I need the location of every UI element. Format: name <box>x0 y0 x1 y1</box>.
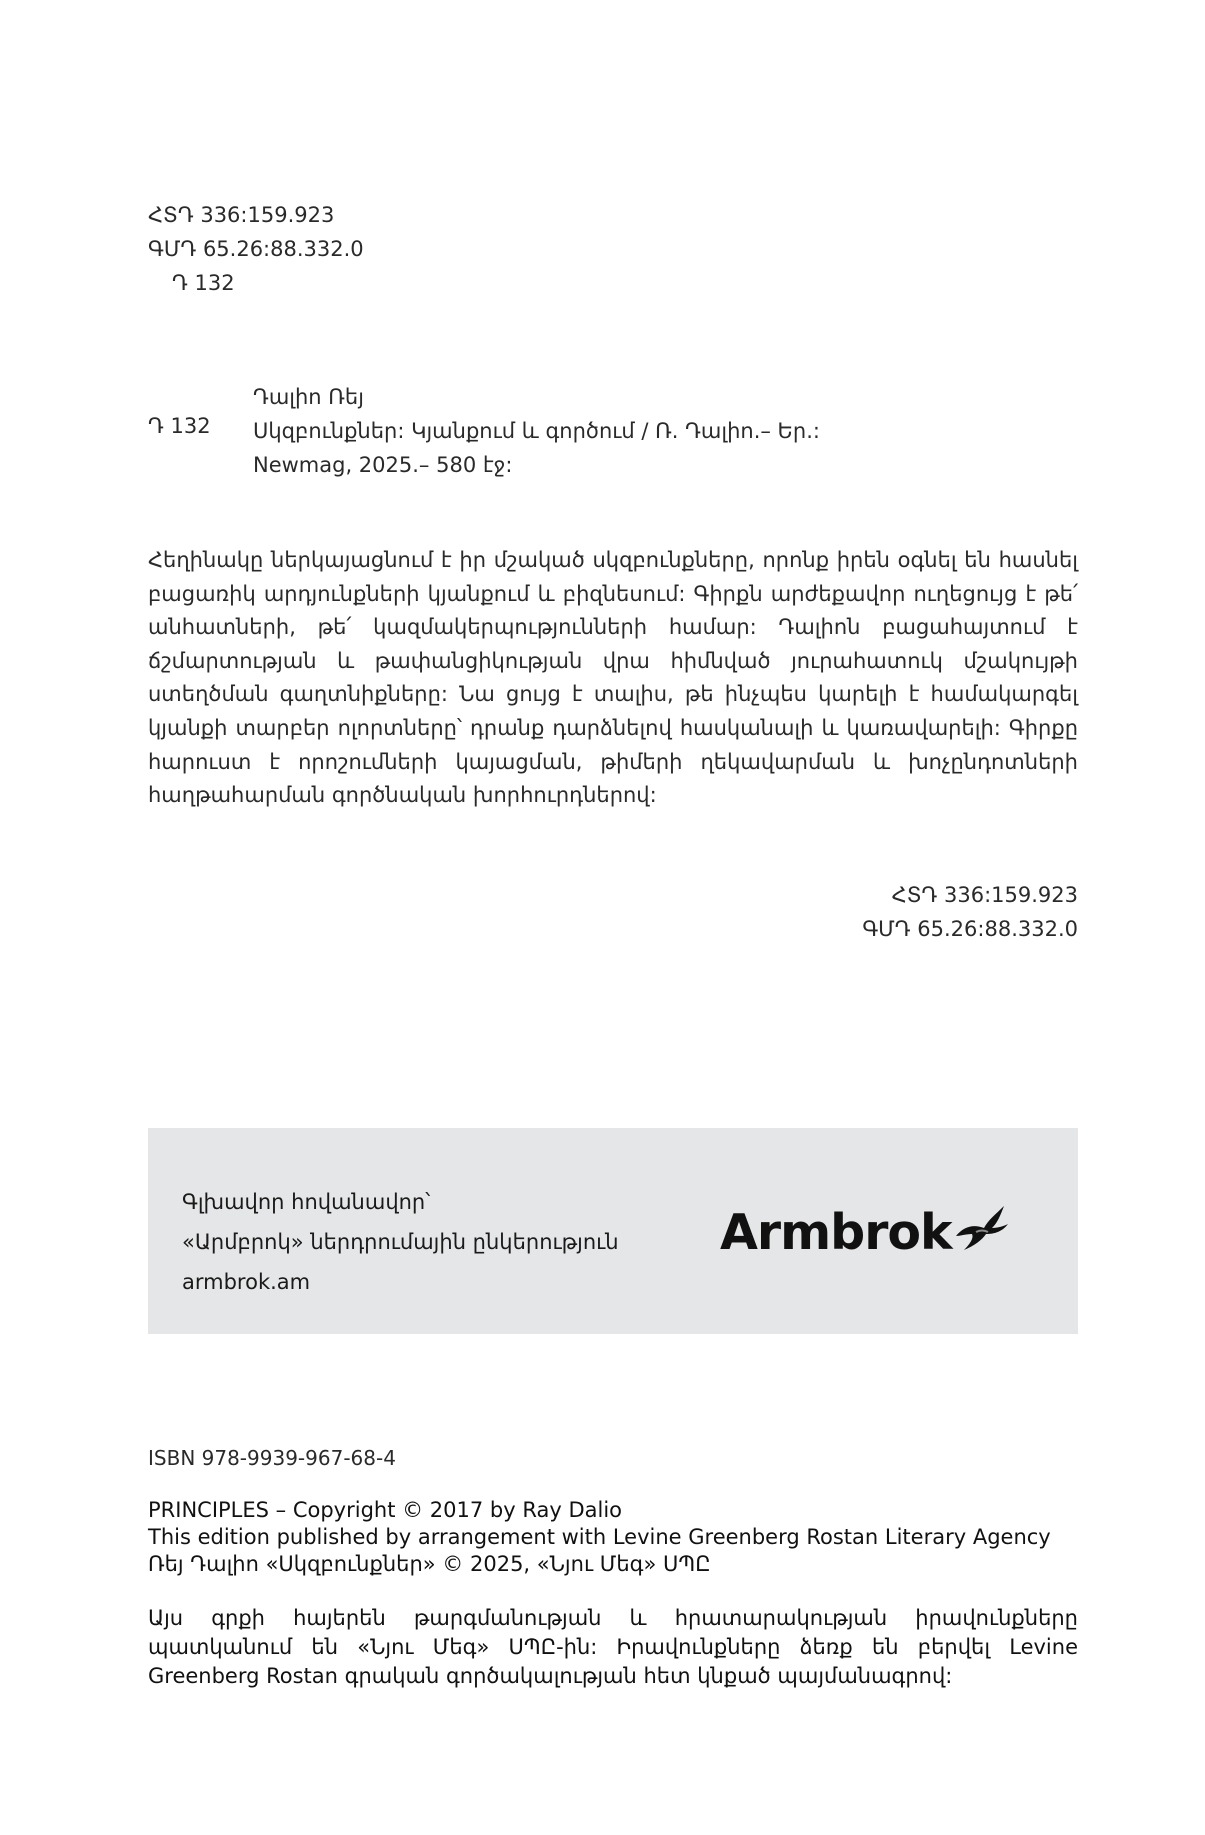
copyright-original: PRINCIPLES – Copyright © 2017 by Ray Dalio <box>148 1498 622 1522</box>
classification-repeat <box>862 878 1078 946</box>
isbn: ISBN 978-9939-967-68-4 <box>148 1446 396 1470</box>
logo-wordmark: Armbrok <box>720 1204 952 1261</box>
bull-icon <box>954 1202 1010 1258</box>
sponsor-website: armbrok.am <box>182 1270 311 1294</box>
abstract-text: Հեղինակը ներկայացնում է իր մշակած սկզբունքները, որոնք իրեն օգնել են հասնել բացառիկ արդյունքների կյանքում և բիզնեսում: Գիրքն արժեքավոր ուղեցույց է թե՛ անհատների, թե՛ կազմակերպությունների համար: Դալիոն բացահայտում է ճշմարտության և թափանցիկության վրա հիմնված յուրահատուկ մշակույթի ստեղծման գաղտնիքները: Նա ցույց է տալիս, թե ինչպես կարելի է համակարգել կյանքի տարբեր ոլորտները՝ դրանք դարձնելով հասկանալի և կառավարելի: Գիրքը հարուստ է որոշումների կայացման, թիմերի ղեկավարման և խոչընդոտների հաղթահարման գործնական խորհուրդներով: <box>148 548 1078 808</box>
catalog-imprint: Newmag, 2025.– 580 էջ: <box>253 453 513 477</box>
rights-notice-text: Այս գրքի հայերեն թարգմանության և հրատարակության իրավունքները պատկանում են «Նյու Մեգ» ՍՊԸ-ին: Իրավունքները ձեռք են բերվել Levine Greenberg Rostan գրական գործակալության հետ կնքած պայմանագրով: <box>148 1606 1078 1688</box>
sponsor-box <box>148 1128 1078 1334</box>
sponsor-label: Գլխավոր հովանավոր՝ <box>182 1190 431 1214</box>
rights-notice <box>148 1604 1078 1691</box>
sponsor-info <box>182 1182 619 1302</box>
translation-copyright: Ռեյ Դալիո «Սկզբունքներ» © 2025, «Նյու Մեգ» ՍՊԸ <box>148 1552 711 1576</box>
udc-code: ՀՏԴ 336:159.923 <box>148 203 335 227</box>
edition-note: This edition published by arrangement with Levine Greenberg Rostan Literary Agency <box>148 1525 1051 1549</box>
catalog-author: Դալիո Ռեյ <box>253 385 364 409</box>
copyright-block <box>148 1497 1051 1578</box>
sponsor-company: «Արմբրոկ» ներդրումային ընկերություն <box>182 1230 619 1254</box>
armbrok-logo <box>720 1204 1010 1261</box>
lbc-code-repeat: ԳՄԴ 65.26:88.332.0 <box>862 917 1078 941</box>
book-abstract <box>148 544 1078 813</box>
udc-code-repeat: ՀՏԴ 336:159.923 <box>891 883 1078 907</box>
classification-block <box>148 198 364 300</box>
catalog-code: Դ 132 <box>148 414 211 438</box>
author-mark: Դ 132 <box>172 271 235 295</box>
catalog-entry <box>253 380 820 482</box>
lbc-code: ԳՄԴ 65.26:88.332.0 <box>148 237 364 261</box>
catalog-title: Սկզբունքներ: Կյանքում և գործում / Ռ. Դալիո.– Եր.: <box>253 419 820 443</box>
